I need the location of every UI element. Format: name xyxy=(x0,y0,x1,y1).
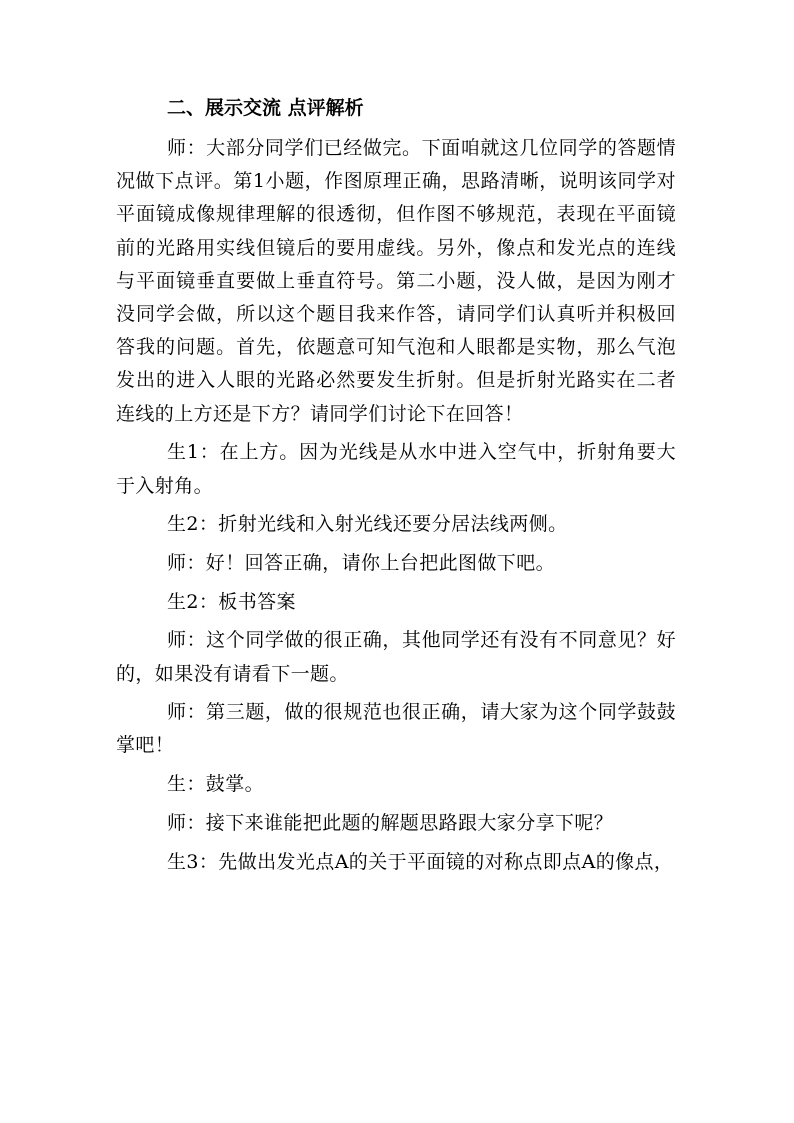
paragraph-teacher-third: 师：第三题，做的很规范也很正确，请大家为这个同学鼓鼓掌吧！ xyxy=(116,701,676,757)
paragraph-student2-board: 生2：板书答案 xyxy=(167,590,296,613)
paragraph-teacher-share: 师：接下来谁能把此题的解题思路跟大家分享下呢？ xyxy=(167,811,614,834)
paragraph-student1-answer: 生1：在上方。因为光线是从水中进入空气中，折射角要大于入射角。 xyxy=(116,441,676,497)
document-page xyxy=(116,92,676,884)
paragraph-student3-answer: 生3：先做出发光点A的关于平面镜的对称点即点A的像点， xyxy=(167,850,674,873)
paragraph-student2-answer: 生2：折射光线和入射光线还要分居法线两侧。 xyxy=(167,513,568,536)
paragraph-teacher-praise: 师：好！回答正确，请你上台把此图做下吧。 xyxy=(167,551,556,574)
paragraph-teacher-review: 师：大部分同学们已经做完。下面咱就这几位同学的答题情况做下点评。第1小题，作图原理正确，思路清晰，说明该同学对平面镜成像规律理解的很透彻，但作图不够规范，表现在平面镜前的光路用实线但镜后的要用虚线。另外，像点和发光点的连线与平面镜垂直要做上垂直符号。第二小题，没人做，是因为刚才没同学会做，所以这个题目我来作答，请同学们认真听并积极回答我的问题。首先，依题意可知气泡和人眼都是实物，那么气泡发出的进入人眼的光路必然要发生折射。但是折射光路实在二者连线的上方还是下方？请同学们讨论下在回答！ xyxy=(116,137,676,425)
section-heading: 二、展示交流 点评解析 xyxy=(167,97,364,119)
paragraph-students-clap: 生：鼓掌。 xyxy=(167,773,265,796)
paragraph-teacher-next: 师：这个同学做的很正确，其他同学还有没有不同意见？好的，如果没有请看下一题。 xyxy=(116,629,676,685)
